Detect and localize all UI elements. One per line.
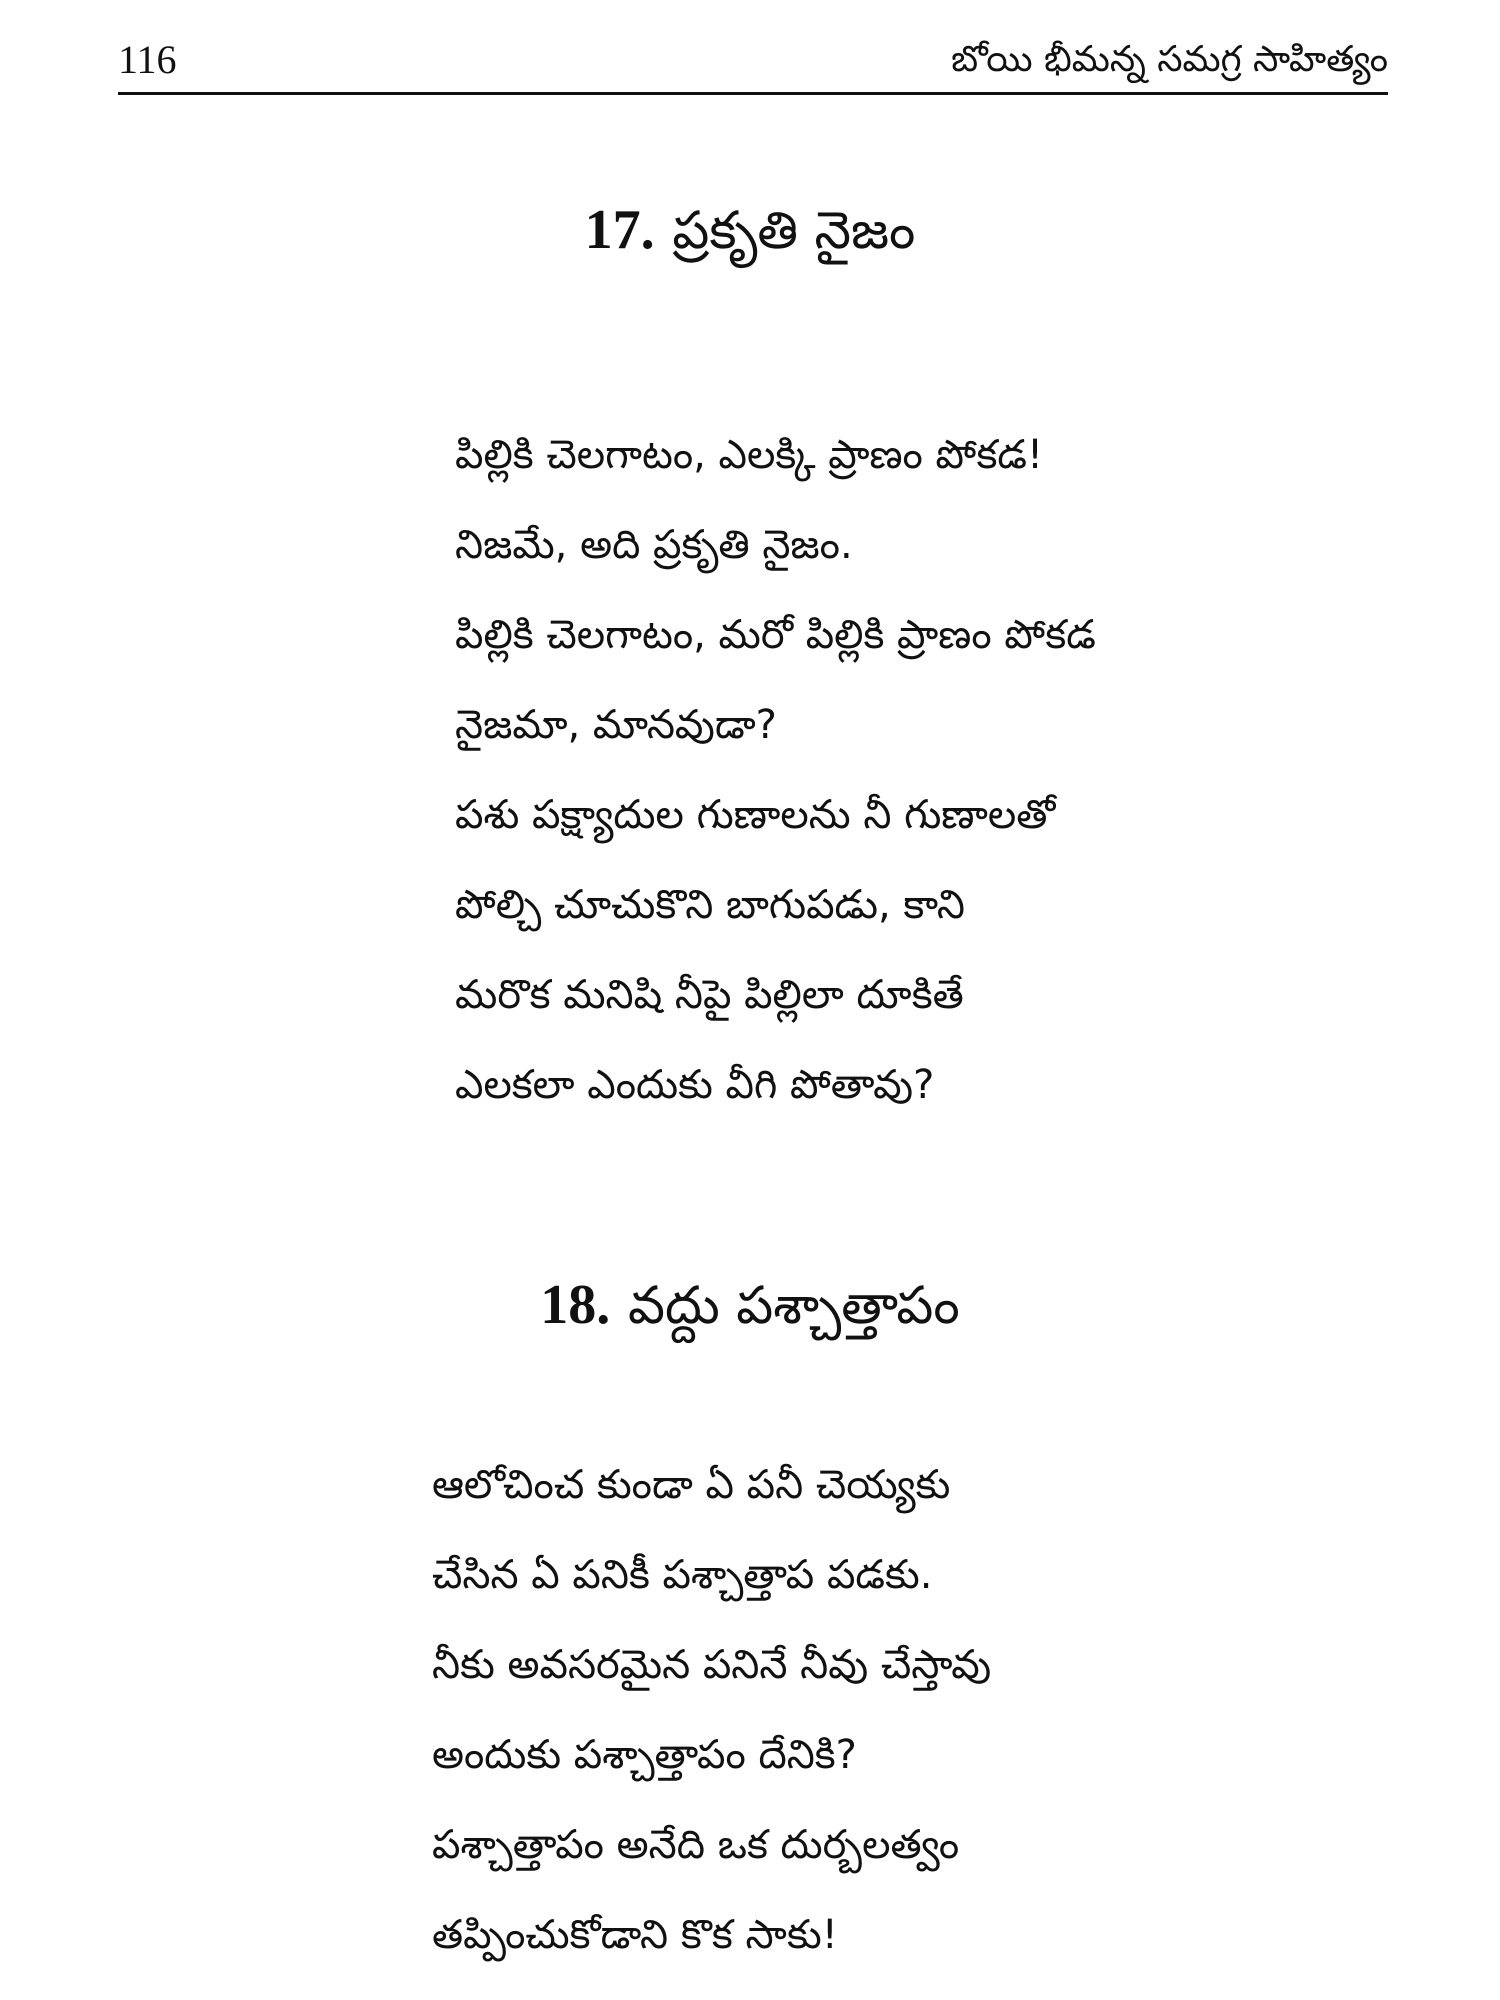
poem-line: ఆలోచించ కుండా ఏ పనీ చెయ్యకు (432, 1462, 951, 1508)
poem-line: నీకు అవసరమైన పనినే నీవు చేస్తావు (432, 1642, 992, 1688)
poem-number: 18. (540, 1274, 611, 1336)
poem-line: పశ్చాత్తాపం అనేది ఒక దుర్బలత్వం (432, 1822, 960, 1868)
poem-title (0, 1270, 1500, 1341)
poem-line: పిల్లికి చెలగాటం, మరో పిల్లికి ప్రాణం పోకడ (455, 612, 1096, 658)
poem-line: ఎలకలా ఎందుకు వీగి పోతావు? (455, 1062, 935, 1108)
poem-line: చేసిన ఏ పనికీ పశ్చాత్తాప పడకు. (432, 1552, 933, 1598)
poem-line: మరొక మనిషి నీపై పిల్లిలా దూకితే (455, 972, 964, 1018)
poem-stanza (432, 1455, 991, 1995)
header-rule (118, 92, 1388, 95)
running-header (118, 30, 1388, 92)
poem-line: పశు పక్ష్యాదుల గుణాలను నీ గుణాలతో (455, 792, 1056, 838)
poem-line: పోల్చి చూచుకొని బాగుపడు, కాని (455, 882, 965, 928)
page-number: 116 (118, 37, 177, 82)
poem-title (0, 195, 1500, 266)
poem-line: పిల్లికి చెలగాటం, ఎలక్కి ప్రాణం పోకడ! (455, 432, 1044, 478)
poem-line: నైజమా, మానవుడా? (455, 702, 777, 748)
poem-number: 17. (584, 199, 655, 261)
poem-stanza (455, 425, 1096, 1145)
poem-line: తప్పించుకోడాని కొక సాకు! (432, 1912, 838, 1958)
book-title: బోయి భీమన్న సమగ్ర సాహిత్యం (951, 39, 1388, 80)
poem-line: నిజమే, అది ప్రకృతి నైజం. (455, 522, 853, 568)
poem-name: వద్దు పశ్చాత్తాపం (628, 1276, 960, 1336)
poem-name: ప్రకృతి నైజం (672, 201, 916, 261)
poem-line: అందుకు పశ్చాత్తాపం దేనికి? (432, 1732, 857, 1778)
